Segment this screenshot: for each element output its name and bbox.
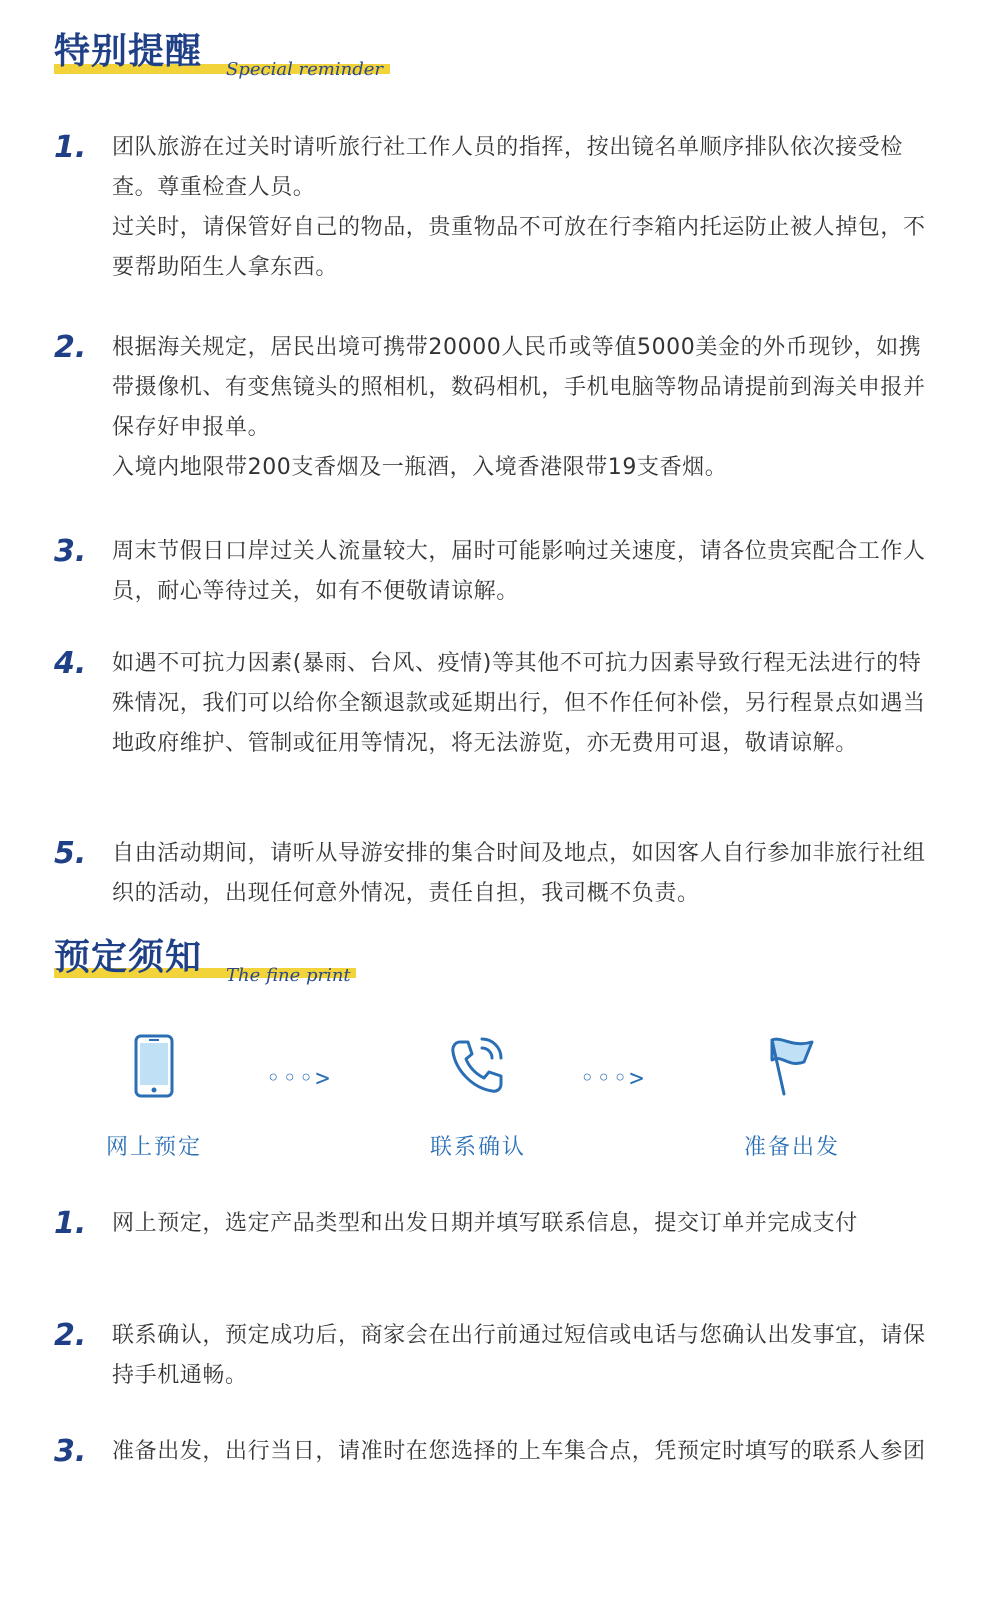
- reminder-item-5: [54, 834, 940, 914]
- item-paragraph: 根据海关规定，居民出境可携带20000人民币或等值5000美金的外币现钞，如携带摄像机、有变焦镜头的照相机，数码相机，手机电脑等物品请提前到海关申报并保存好申报单。: [112, 335, 926, 440]
- item-text: [112, 1432, 940, 1472]
- call-icon: [398, 1030, 558, 1102]
- item-number: 1.: [54, 130, 87, 165]
- section-title: 特别提醒: [54, 31, 203, 72]
- item-text: [112, 1316, 940, 1396]
- flow-step-contact-confirm: [398, 1030, 558, 1161]
- item-number: 3.: [54, 1434, 87, 1469]
- item-text: [112, 1204, 940, 1244]
- reminder-item-4: [54, 644, 940, 764]
- item-text: [112, 532, 940, 612]
- section-title: 预定须知: [54, 937, 203, 978]
- flag-icon: [712, 1030, 872, 1102]
- section-subtitle: The fine print: [226, 965, 351, 986]
- booking-item-2: [54, 1316, 940, 1396]
- section-subtitle: Special reminder: [226, 59, 384, 80]
- item-paragraph: 团队旅游在过关时请听旅行社工作人员的指挥，按出镜名单顺序排队依次接受检查。尊重检查人员。: [112, 135, 904, 200]
- item-paragraph: 如遇不可抗力因素(暴雨、台风、疫情)等其他不可抗力因素导致行程无法进行的特殊情况，我们可以给你全额退款或延期出行，但不作任何补偿，另行程景点如遇当地政府维护、管制或征用等情况，将无法游览，亦无费用可退，敬请谅解。: [112, 651, 926, 756]
- item-number: 2.: [54, 330, 87, 365]
- item-text: [112, 128, 940, 288]
- item-number: 3.: [54, 534, 87, 569]
- item-text: [112, 644, 940, 764]
- item-paragraph: 过关时，请保管好自己的物品，贵重物品不可放在行李箱内托运防止被人掉包，不要帮助陌生人拿东西。: [112, 215, 926, 280]
- item-paragraph: 准备出发，出行当日，请准时在您选择的上车集合点，凭预定时填写的联系人参团: [112, 1439, 926, 1464]
- booking-item-3: [54, 1432, 940, 1472]
- booking-flow: [0, 1030, 1000, 1160]
- item-paragraph: 周末节假日口岸过关人流量较大，届时可能影响过关速度，请各位贵宾配合工作人员，耐心等待过关，如有不便敬请谅解。: [112, 539, 926, 604]
- item-number: 1.: [54, 1206, 87, 1241]
- flow-step-online-booking: [74, 1030, 234, 1161]
- item-text: [112, 834, 940, 914]
- reminder-item-2: [54, 328, 940, 488]
- reminder-item-1: [54, 128, 940, 288]
- flow-step-label: 联系确认: [429, 1135, 526, 1160]
- item-number: 4.: [54, 646, 87, 681]
- flow-step-prepare-departure: [712, 1030, 872, 1161]
- item-number: 5.: [54, 836, 87, 871]
- flow-step-label: 准备出发: [743, 1135, 840, 1160]
- item-paragraph: 自由活动期间，请听从导游安排的集合时间及地点，如因客人自行参加非旅行社组织的活动，出现任何意外情况，责任自担，我司概不负责。: [112, 841, 926, 906]
- section-header-booking: [54, 936, 364, 988]
- section-header-reminder: [54, 30, 394, 82]
- item-text: [112, 328, 940, 488]
- reminder-item-3: [54, 532, 940, 612]
- item-number: 2.: [54, 1318, 87, 1353]
- item-paragraph: 联系确认，预定成功后，商家会在出行前通过短信或电话与您确认出发事宜，请保持手机通畅。: [112, 1323, 926, 1388]
- flow-arrow: ◦◦◦>: [266, 1064, 332, 1092]
- flow-step-label: 网上预定: [105, 1135, 202, 1160]
- booking-item-1: [54, 1204, 940, 1244]
- flow-arrow: ◦◦◦>: [580, 1064, 646, 1092]
- item-paragraph: 入境内地限带200支香烟及一瓶酒，入境香港限带19支香烟。: [112, 455, 728, 480]
- phone-icon: [74, 1030, 234, 1102]
- item-paragraph: 网上预定，选定产品类型和出发日期并填写联系信息，提交订单并完成支付: [112, 1211, 858, 1236]
